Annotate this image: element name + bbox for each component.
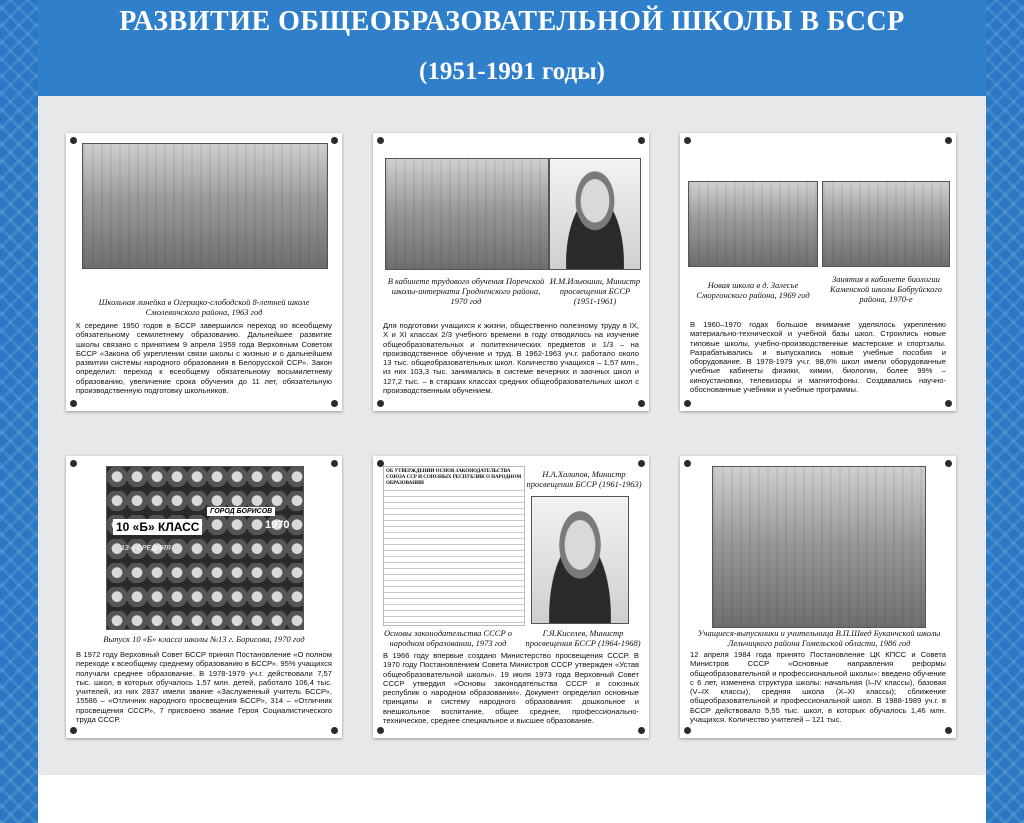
panel-text: 12 апреля 1984 года принято Постановление ЦК КПСС и Совета Министров СССР «Основные направления реформы общеобразовательной и профессиональной школы»: введено обучение с 6 лет, изменена структура школы: начальная (I–IV классы), базовая (V–IX классы), средняя школа (X–XI классы); сближение общеобразовательной и профессиональной школ. В 1988-1989 уч.г. в БССР действовало 5,55 тыс. школ, в которых обучалось 1,46 млн. учащихся. Количество учителей – 121 тыс. [690, 650, 946, 724]
pin [377, 727, 384, 734]
pin [70, 727, 77, 734]
photo-caption: Выпуск 10 «Б» класса школы №13 г. Борисова, 1970 год [103, 634, 305, 644]
page-subtitle: (1951-1991 годы) [419, 58, 605, 85]
panel-6 [680, 456, 956, 738]
workshop-photo [385, 158, 549, 270]
panel-text: В 1972 году Верховный Совет БССР принял Постановление «О полном переходе к всеобщему среднему образованию в БССР». 95% учащихся получали среднее образование. В 1978-1979 уч.г. действовали 7,57 тыс. школ, в которых обучалось 1,57 млн. детей, работало 106,4 тыс. учителей, из них 2837 имели звание «Заслуженный учитель БССР», 15586 – «Отличник народного просвещения БССР», 314 – «Отличник просвещения СССР», 7 присвоено звание Героя Социалистического труда СССР. [76, 650, 332, 724]
new-school-photo [688, 181, 818, 267]
photo-caption: И.М.Ильюшин, Министр просвещения БССР (1951-1961) [549, 276, 641, 307]
pin [684, 460, 691, 467]
photo-caption: В кабинете трудового обучения Поречской школы-интерната Гродненского района, 1970 год [387, 276, 545, 307]
panel-text: В 1960–1970 годах большое внимание уделялось укреплению материально-технической и учебной базы школ. Строились новые типовые школы, учебно-производственные мастерские и спортзалы. Разрабатывались и выпускались новые учебные пособия и оборудование. В 1978-1979 уч.г. 98,6% школ имели оборудованные учебные кабинеты физики, химии, биологии, более 99% – киноустановки, телевизоры и магнитофоны. Создавались научно-обоснованные учебники и учебные программы. [690, 320, 946, 394]
ornament-right [986, 0, 1024, 823]
school-label: 13-я СРЕДНЯЯ [121, 545, 171, 552]
photo-caption: Н.А.Халипов, Министр просвещения БССР (1961-1963) [526, 469, 642, 490]
pin [377, 400, 384, 407]
panel-1 [66, 133, 342, 411]
pin [684, 727, 691, 734]
photo-caption: Новая школа в д. Залесье Сморгонского района, 1969 год [696, 280, 810, 301]
class-title-label: 10 «Б» КЛАСС [113, 519, 202, 535]
pin [638, 137, 645, 144]
pin [70, 137, 77, 144]
pin [331, 400, 338, 407]
pin [945, 460, 952, 467]
pin [331, 727, 338, 734]
page-title: РАЗВИТИЕ ОБЩЕОБРАЗОВАТЕЛЬНОЙ ШКОЛЫ В БССР [119, 6, 905, 37]
photo-caption: Школьная линейка в Огерицко-слободской 8-летней школе Смолевичского района, 1963 год [98, 297, 310, 318]
law-document-image [383, 466, 525, 626]
minister-khalipov-portrait [531, 496, 629, 624]
pin [684, 400, 691, 407]
pin [638, 727, 645, 734]
photo-caption: Занятия в кабинете биологии Каменской школы Бобруйского района, 1970-е [830, 274, 942, 305]
pin [638, 460, 645, 467]
photo-caption: Основы законодательства СССР о народном образовании, 1973 год [383, 628, 513, 649]
minister-ilyushin-portrait [549, 158, 641, 270]
photo-caption: Учащиеся-выпускники и учительница В.П.Швед Буканчской школы Лельчицкого района Гомельской области, 1986 год [697, 628, 941, 649]
panel-text: К середине 1950 годов в БССР завершился переход ко всеобщему обязательному семилетнему образованию. Дальнейшее развитие школы связано с принятием 9 апреля 1959 года Верховным Советом БССР «Закона об укреплении связи школы с жизнью и о дальнейшем развитии системы народного образования в Белорусской ССР». Закон определил: переход к всеобщему обязательному восьмилетнему образованию, увеличение срока обучения до 11 лет, обязательную производственную подготовку школьников. [76, 321, 332, 395]
pin [945, 137, 952, 144]
pin [70, 400, 77, 407]
panel-text: В 1966 году впервые создано Министерство просвещения СССР. В 1970 году Постановлением Совета Министров СССР утвержден «Устав общеобразовательной школы». 19 июля 1973 года Верховный Совет СССР утвердил «Основы законодательства СССР и союзных республик о народном образовании». Документ определил основные принципы и систему народного образования: дошкольное и внешкольное воспитание, общее среднее, профессионально-техническое, среднее специальное и высшее образование. [383, 651, 639, 725]
photo-caption: Г.Я.Киселев, Министр просвещения БССР (1964-1968) [525, 628, 641, 649]
pin [331, 137, 338, 144]
year-label: 1970 [265, 519, 290, 531]
pin [945, 400, 952, 407]
panel-text: Для подготовки учащихся к жизни, общественно полезному труду в IX, X и XI классах 2/3 учебного времени в году отводилось на изучение общеобразовательных и политехнических предметов и 1/3 – на производственное обучение и труд. В 1962-1963 уч.г. работало около 13 тыс. общеобразовательных школ. Количество учащихся – 1,57 млн., из них 103,3 тыс. занимались в системе вечерних и заочных школ и 127,2 тыс. – в старших классах средних общеобразовательных школ с производственным обучением. [383, 321, 639, 395]
city-label: ГОРОД БОРИСОВ [207, 507, 275, 516]
panel-4 [66, 456, 342, 738]
pin [70, 460, 77, 467]
panel-2 [373, 133, 649, 411]
pin [377, 137, 384, 144]
document-title: ОБ УТВЕРЖДЕНИИ ОСНОВ ЗАКОНОДАТЕЛЬСТВА СОЮЗА ССР И СОЮЗНЫХ РЕСПУБЛИК О НАРОДНОМ ОБРАЗОВАНИИ [384, 467, 524, 488]
school-assembly-photo [82, 143, 328, 269]
panel-3 [680, 133, 956, 411]
biology-class-photo [822, 181, 950, 267]
panel-5 [373, 456, 649, 738]
graduates-with-teacher-photo [712, 466, 926, 628]
pin [638, 400, 645, 407]
board-bottom-strip [38, 775, 986, 823]
pin [684, 137, 691, 144]
ornament-left [0, 0, 38, 823]
pin [331, 460, 338, 467]
pin [945, 727, 952, 734]
graduation-class-photo [106, 466, 304, 630]
